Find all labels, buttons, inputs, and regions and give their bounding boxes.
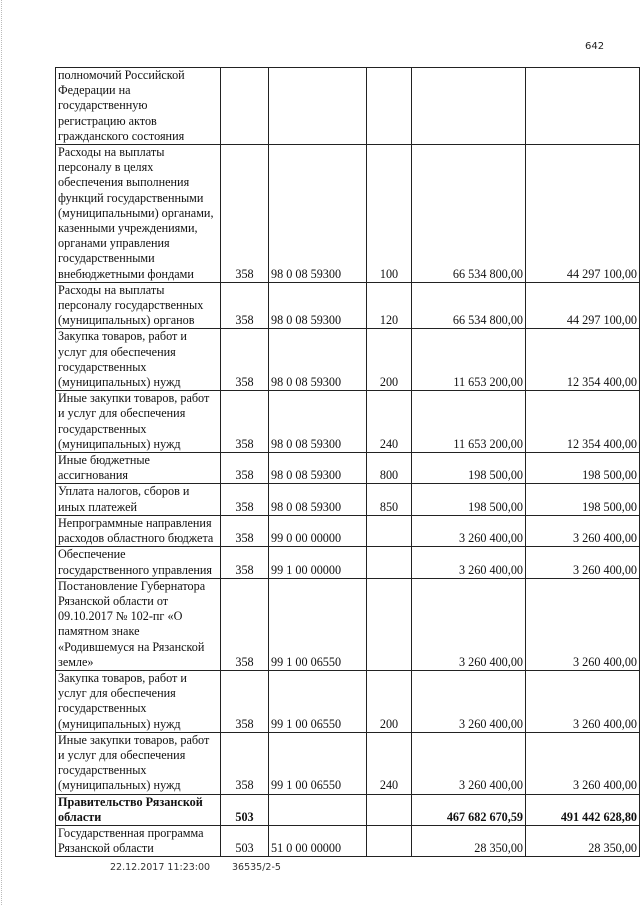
table-row — [56, 547, 640, 578]
row-code-cell: 358 — [221, 732, 269, 794]
row-csr-cell: 99 1 00 06550 — [269, 578, 367, 670]
row-vr-cell: 100 — [367, 145, 412, 283]
row-sum-2019-cell: 3 260 400,00 — [526, 547, 640, 578]
row-code-cell: 358 — [221, 484, 269, 515]
row-csr-cell: 98 0 08 59300 — [269, 453, 367, 484]
table-row — [56, 329, 640, 391]
table-row — [56, 515, 640, 546]
table-row — [56, 68, 640, 145]
row-name-cell: Обеспечение государственного управления — [56, 547, 221, 578]
row-code-cell: 503 — [221, 794, 269, 825]
row-code-cell — [221, 68, 269, 145]
row-sum-2018-cell: 66 534 800,00 — [412, 145, 526, 283]
row-vr-cell — [367, 794, 412, 825]
row-sum-2018-cell: 3 260 400,00 — [412, 670, 526, 732]
row-vr-cell — [367, 578, 412, 670]
row-sum-2019-cell — [526, 68, 640, 145]
row-name-cell: Иные закупки товаров, работ и услуг для обеспечения государственных (муниципальных) нужд — [56, 732, 221, 794]
row-sum-2018-cell: 467 682 670,59 — [412, 794, 526, 825]
row-name-cell: Иные бюджетные ассигнования — [56, 453, 221, 484]
scan-edge — [1, 0, 3, 905]
row-sum-2019-cell: 198 500,00 — [526, 484, 640, 515]
row-vr-cell — [367, 68, 412, 145]
row-code-cell: 358 — [221, 578, 269, 670]
table-row — [56, 578, 640, 670]
table-row — [56, 794, 640, 825]
footer-doc-number: 36535/2-5 — [232, 862, 281, 873]
row-code-cell: 358 — [221, 547, 269, 578]
row-code-cell: 358 — [221, 145, 269, 283]
row-sum-2019-cell: 3 260 400,00 — [526, 732, 640, 794]
row-csr-cell: 98 0 08 59300 — [269, 329, 367, 391]
footer-date: 22.12.2017 11:23:00 — [110, 862, 211, 873]
row-name-cell: Закупка товаров, работ и услуг для обеспечения государственных (муниципальных) нужд — [56, 329, 221, 391]
row-sum-2019-cell: 3 260 400,00 — [526, 515, 640, 546]
row-sum-2018-cell: 3 260 400,00 — [412, 732, 526, 794]
row-code-cell: 358 — [221, 670, 269, 732]
row-vr-cell — [367, 515, 412, 546]
row-vr-cell — [367, 825, 412, 856]
row-vr-cell: 200 — [367, 670, 412, 732]
row-sum-2018-cell: 11 653 200,00 — [412, 329, 526, 391]
row-sum-2018-cell: 198 500,00 — [412, 484, 526, 515]
row-sum-2019-cell: 12 354 400,00 — [526, 329, 640, 391]
row-name-cell: Расходы на выплаты персоналу государственных (муниципальных) органов — [56, 282, 221, 329]
row-csr-cell: 99 1 00 06550 — [269, 670, 367, 732]
row-sum-2019-cell: 198 500,00 — [526, 453, 640, 484]
row-sum-2018-cell: 3 260 400,00 — [412, 578, 526, 670]
row-code-cell: 503 — [221, 825, 269, 856]
row-vr-cell: 120 — [367, 282, 412, 329]
row-code-cell: 358 — [221, 515, 269, 546]
table-row — [56, 825, 640, 856]
table-row — [56, 145, 640, 283]
table-row — [56, 453, 640, 484]
row-code-cell: 358 — [221, 391, 269, 453]
row-sum-2019-cell: 3 260 400,00 — [526, 578, 640, 670]
row-name-cell: Постановление Губернатора Рязанской области от 09.10.2017 № 102-пг «О памятном знаке «Родившемуся на Рязанской земле» — [56, 578, 221, 670]
row-vr-cell: 850 — [367, 484, 412, 515]
row-sum-2018-cell: 28 350,00 — [412, 825, 526, 856]
row-csr-cell: 98 0 08 59300 — [269, 484, 367, 515]
row-sum-2019-cell: 44 297 100,00 — [526, 145, 640, 283]
row-name-cell: Уплата налогов, сборов и иных платежей — [56, 484, 221, 515]
row-sum-2018-cell: 3 260 400,00 — [412, 547, 526, 578]
row-name-cell: Иные закупки товаров, работ и услуг для обеспечения государственных (муниципальных) нужд — [56, 391, 221, 453]
row-sum-2019-cell: 12 354 400,00 — [526, 391, 640, 453]
row-csr-cell: 51 0 00 00000 — [269, 825, 367, 856]
row-vr-cell — [367, 547, 412, 578]
row-sum-2018-cell: 11 653 200,00 — [412, 391, 526, 453]
row-sum-2018-cell — [412, 68, 526, 145]
row-vr-cell: 800 — [367, 453, 412, 484]
table-row — [56, 484, 640, 515]
row-name-cell: Государственная программа Рязанской области — [56, 825, 221, 856]
row-code-cell: 358 — [221, 453, 269, 484]
row-sum-2019-cell: 44 297 100,00 — [526, 282, 640, 329]
row-csr-cell: 98 0 08 59300 — [269, 282, 367, 329]
row-vr-cell: 240 — [367, 732, 412, 794]
table-row — [56, 732, 640, 794]
table-row — [56, 670, 640, 732]
row-sum-2019-cell: 3 260 400,00 — [526, 670, 640, 732]
row-code-cell: 358 — [221, 282, 269, 329]
row-sum-2019-cell: 28 350,00 — [526, 825, 640, 856]
row-sum-2019-cell: 491 442 628,80 — [526, 794, 640, 825]
table-row — [56, 282, 640, 329]
row-name-cell: полномочий Российской Федерации на государственную регистрацию актов гражданского состояния — [56, 68, 221, 145]
row-sum-2018-cell: 198 500,00 — [412, 453, 526, 484]
row-csr-cell: 99 0 00 00000 — [269, 515, 367, 546]
row-vr-cell: 200 — [367, 329, 412, 391]
row-csr-cell — [269, 794, 367, 825]
row-sum-2018-cell: 66 534 800,00 — [412, 282, 526, 329]
table-row — [56, 391, 640, 453]
budget-table-body — [56, 68, 640, 857]
row-csr-cell: 98 0 08 59300 — [269, 145, 367, 283]
row-csr-cell: 99 1 00 06550 — [269, 732, 367, 794]
budget-table — [55, 67, 640, 857]
row-name-cell: Непрограммные направления расходов областного бюджета — [56, 515, 221, 546]
row-code-cell: 358 — [221, 329, 269, 391]
row-sum-2018-cell: 3 260 400,00 — [412, 515, 526, 546]
row-csr-cell: 99 1 00 00000 — [269, 547, 367, 578]
row-name-cell: Правительство Рязанской области — [56, 794, 221, 825]
row-name-cell: Закупка товаров, работ и услуг для обеспечения государственных (муниципальных) нужд — [56, 670, 221, 732]
row-vr-cell: 240 — [367, 391, 412, 453]
row-csr-cell: 98 0 08 59300 — [269, 391, 367, 453]
row-name-cell: Расходы на выплаты персоналу в целях обеспечения выполнения функций государственными (муниципальными) органами, казенными учреждениями, органами управления государственными внебюджетными фондами — [56, 145, 221, 283]
row-csr-cell — [269, 68, 367, 145]
page-number: 642 — [585, 41, 605, 52]
